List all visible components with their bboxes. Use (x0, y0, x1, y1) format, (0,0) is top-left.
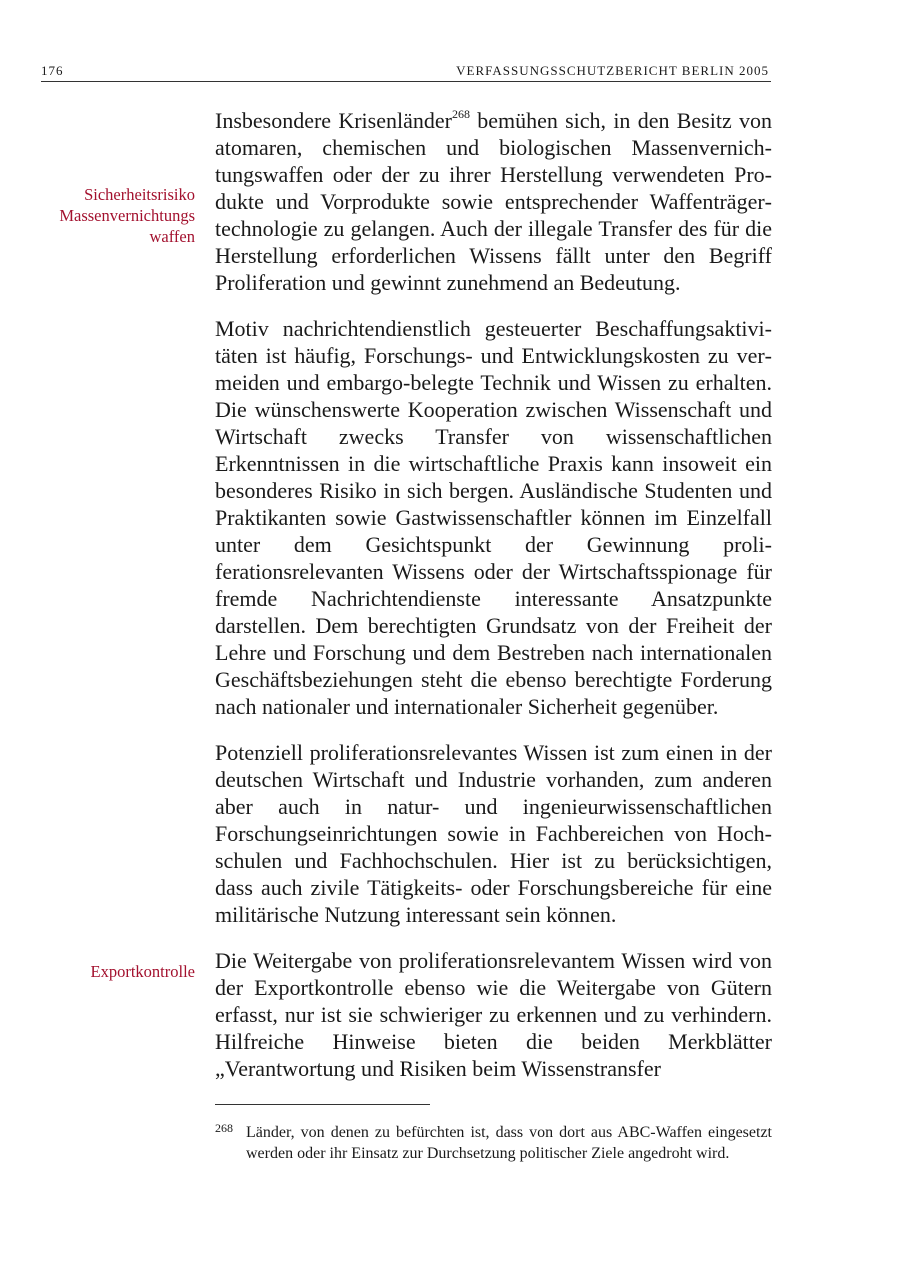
page-number: 176 (41, 63, 64, 78)
paragraph-2: Motiv nachrichtendienstlich gesteuerter Beschaffungsaktivitäten ist häufig, Forschungs- und Entwicklungskosten zu vermeiden und embargo-belegte Technik und Wissen zu erhalten. Die wünschenswerte Kooperation zwischen Wissenschaft und Wirtschaft zwecks Transfer von wissenschaftlichen Erkenntnissen in die wirtschaftliche Praxis kann insoweit ein besonderes Risiko in sich bergen. Ausländische Studenten und Praktikanten sowie Gastwissenschaftler können im Einzelfall unter dem Gesichtspunkt der Gewinnung proliferationsrelevanten Wissens oder der Wirtschaftsspionage für fremde Nachrichtendienste interessante Ansatzpunkte darstellen. Dem berechtigten Grundsatz von der Freiheit der Lehre und Forschung und dem Bestreben nach internationalen Geschäftsbeziehungen steht die ebenso berechtigte Forderung nach nationaler und internationaler Sicherheit gegenüber. (215, 316, 772, 719)
footnote-separator (215, 1104, 430, 1105)
paragraph-3: Potenziell proliferationsrelevantes Wissen ist zum einen in der deutschen Wirtschaft und Industrie vorhanden, zum anderen aber auch in natur- und ingenieurwissenschaftlichen Forschungseinrichtungen sowie in Fachbereichen von Hochschulen und Fachhochschulen. Hier ist zu berücksichtigen, dass auch zivile Tätigkeits- oder Forschungsbereiche für eine militärische Nutzung interessant sein können. (215, 740, 772, 927)
margin-note-line: waffen (149, 227, 195, 246)
margin-note-line: Sicherheitsrisiko (84, 185, 195, 204)
margin-note-security-risk (25, 184, 195, 247)
paragraph-1-text: Insbesondere Krisenländer (215, 108, 452, 133)
paragraph-1-text-cont: bemühen sich, in den Besitz von atomaren, chemischen und biologischen Massenvernichtungswaffen oder der zu ihrer Herstellung verwendeten Produkte und Vorprodukte sowie entsprechender Waffenträgertechnologie zu gelangen. Auch der illegale Transfer des für die Herstellung erforderlichen Wissens fällt unter den Begriff Proliferation und gewinnt zunehmend an Bedeutung. (215, 108, 772, 295)
paragraph-4: Die Weitergabe von proliferationsrelevantem Wissen wird von der Exportkontrolle ebenso wie die Weitergabe von Gütern erfasst, nur ist sie schwieriger zu erkennen und zu verhindern. Hilfreiche Hinweise bieten die beiden Merkblätter „Verantwortung und Risiken beim Wissenstransfer (215, 948, 772, 1081)
running-header (41, 63, 771, 82)
margin-note-export-control: Exportkontrolle (90, 962, 195, 981)
running-title: VERFASSUNGSSCHUTZBERICHT BERLIN 2005 (456, 63, 769, 78)
footnote-ref-268: 268 (451, 107, 470, 121)
margin-note-line: Massenvernichtungs (59, 206, 195, 225)
footnote-268 (215, 1122, 772, 1164)
footnote-text: Länder, von denen zu befürchten ist, dass von dort aus ABC-Waffen eingesetzt werden oder ihr Einsatz zur Durchsetzung politischer Ziele angedroht wird. (246, 1124, 772, 1162)
paragraph-1 (215, 107, 772, 296)
footnote-number: 268 (215, 1121, 233, 1135)
main-text-column (215, 107, 772, 1101)
